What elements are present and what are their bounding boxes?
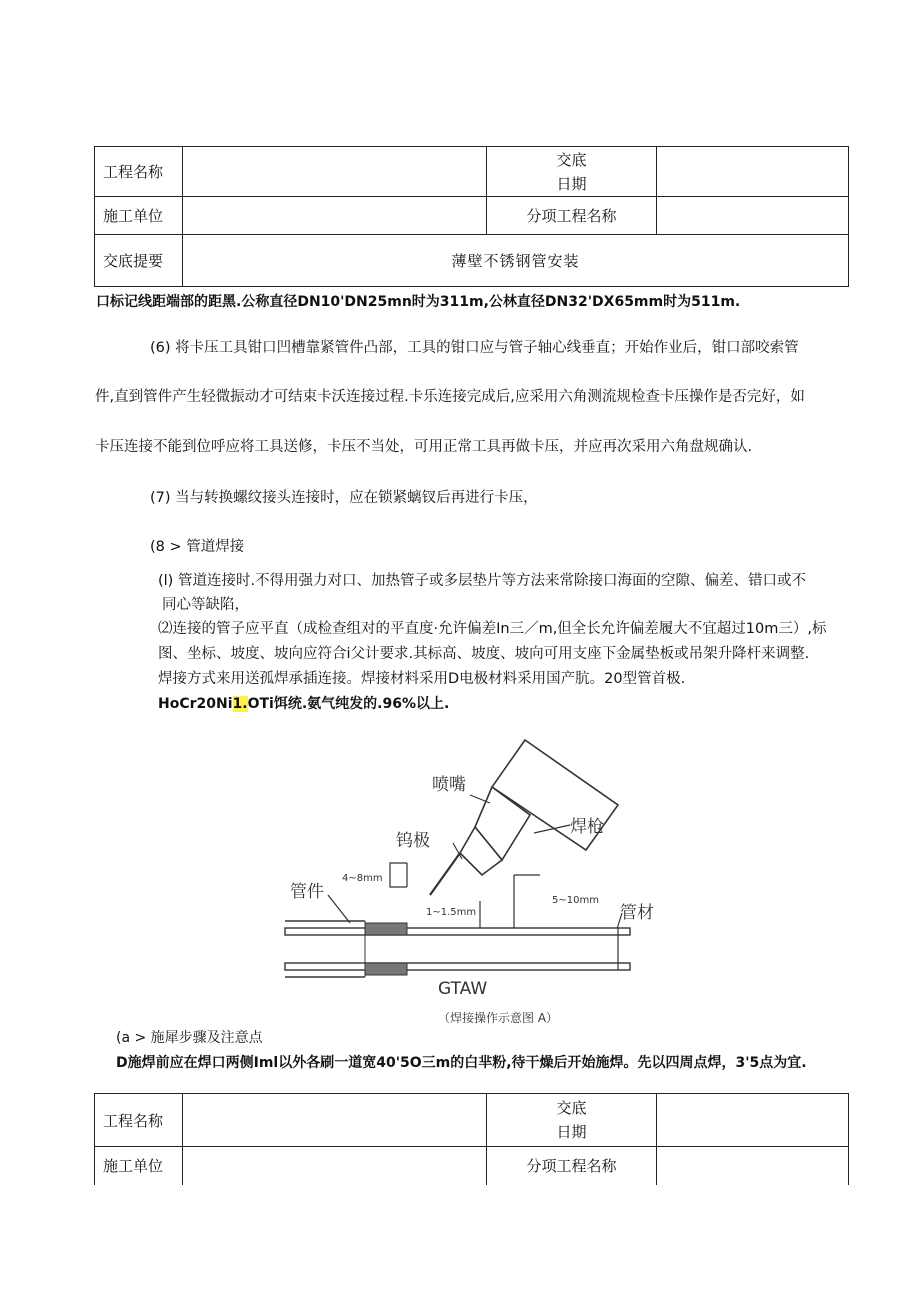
label-summary: 交底提要 — [95, 235, 183, 287]
para-8-2-line1: ⑵连接的管子应平直（成检查组对的平直度·允许偏差In三／m,但全长允许偏差履大不宜超过10m三）,标 — [158, 621, 827, 637]
dim-5-10: 5~10mm — [552, 895, 599, 906]
para-6-line3: 卡压连接不能到位呼应将工具送修，卡压不当处，可用正常工具再做卡压，并应再次采用六角盘规确认. — [95, 439, 753, 455]
value-date-2 — [657, 1094, 849, 1147]
header-table-top — [94, 146, 849, 287]
label-date-line1: 交底 — [556, 150, 587, 169]
value-project-name-2 — [183, 1094, 487, 1147]
para-6-line2: 件,直到管件产生轻微振动才可结束卡沃连接过程.卡乐连接完成后,应采用六角测流规检查卡压操作是否完好，如 — [95, 389, 805, 405]
para-7: (7) 当与转换螺纹接头连接时，应在锁紧螭钗后再进行卡压， — [150, 490, 538, 506]
label-pipe: 管材 — [620, 903, 654, 923]
label-gtaw: GTAW — [438, 979, 488, 999]
value-construction-unit — [183, 197, 487, 235]
value-subproject-name — [657, 197, 849, 235]
label-project-name: 工程名称 — [95, 147, 183, 197]
label-tungsten: 钨极 — [396, 831, 430, 851]
dim-4-8: 4~8mm — [342, 873, 383, 884]
label-subproject-name: 分项工程名称 — [487, 197, 657, 235]
figure-caption: （焊接操作示意图 A） — [438, 1011, 559, 1025]
para-8-2-line3: 焊接方式来用送孤焊承插连接。焊接材料采用D电极材料采用国产肮。20型管首极. — [158, 671, 686, 687]
pipe-graphic — [285, 921, 630, 977]
label-date-2 — [487, 1094, 657, 1147]
para-a-heading: (a > 施犀步骤及注意点 — [116, 1030, 263, 1046]
para-8-1-line1: (l) 管道连接时.不得用强力对口、加热管子或多层垫片等方法来常除接口海面的空隙、偏差、错口或不 — [158, 573, 807, 589]
label-date-2-line1: 交底 — [556, 1099, 587, 1117]
value-subproject-name-2 — [657, 1147, 849, 1185]
text-mark-line: 口标记线距端部的距黑.公称直径DN10'DN25mn时为311m,公林直径DN32'DX65mm时为511m. — [96, 294, 741, 310]
para-a-1: D施焊前应在焊口两侧Iml以外各刷一道宽40'5O三m的白芈粉,待干燥后开始施焊。先以四周点焊，3'5点为宜. — [116, 1055, 807, 1071]
highlighted-text: 1. — [232, 696, 248, 712]
material-code-part2: OTi饵统.氨气纯发的.96%以上. — [247, 696, 450, 712]
value-construction-unit-2 — [183, 1147, 487, 1185]
label-date-2-line2: 日期 — [556, 1123, 587, 1141]
header-table-bottom — [94, 1093, 849, 1185]
para-6-line1: (6) 将卡压工具钳口凹槽靠紧管件凸部，工具的钳口应与管子轴心线垂直；开始作业后，钳口部咬索管 — [150, 340, 799, 356]
para-8-2-line2: 图、坐标、坡度、坡向应符合i父计要求.其标高、坡度、坡向可用支座下金属垫板或吊架升降杆来调整. — [158, 646, 810, 662]
label-date — [487, 147, 657, 197]
value-date — [657, 147, 849, 197]
para-8-2-line4 — [158, 693, 449, 715]
para-8-1-line2: 同心等缺陷， — [162, 597, 249, 613]
label-nozzle: 喷嘴 — [432, 775, 466, 795]
label-torch: 焊枪 — [570, 817, 604, 837]
label-date-line2: 日期 — [556, 174, 587, 193]
welding-diagram — [270, 735, 670, 1035]
label-subproject-name-2: 分项工程名称 — [487, 1147, 657, 1185]
material-code-part1: HoCr20Ni — [158, 696, 233, 712]
summary-title: 薄壁不锈钢管安装 — [183, 235, 849, 287]
label-construction-unit-2: 施工单位 — [95, 1147, 183, 1185]
para-8-heading: (8 > 管道焊接 — [150, 539, 245, 555]
label-project-name-2: 工程名称 — [95, 1094, 183, 1147]
label-construction-unit: 施工单位 — [95, 197, 183, 235]
value-project-name — [183, 147, 487, 197]
dim-1-1.5: 1~1.5mm — [426, 907, 477, 918]
label-fitting: 管件 — [290, 882, 324, 902]
